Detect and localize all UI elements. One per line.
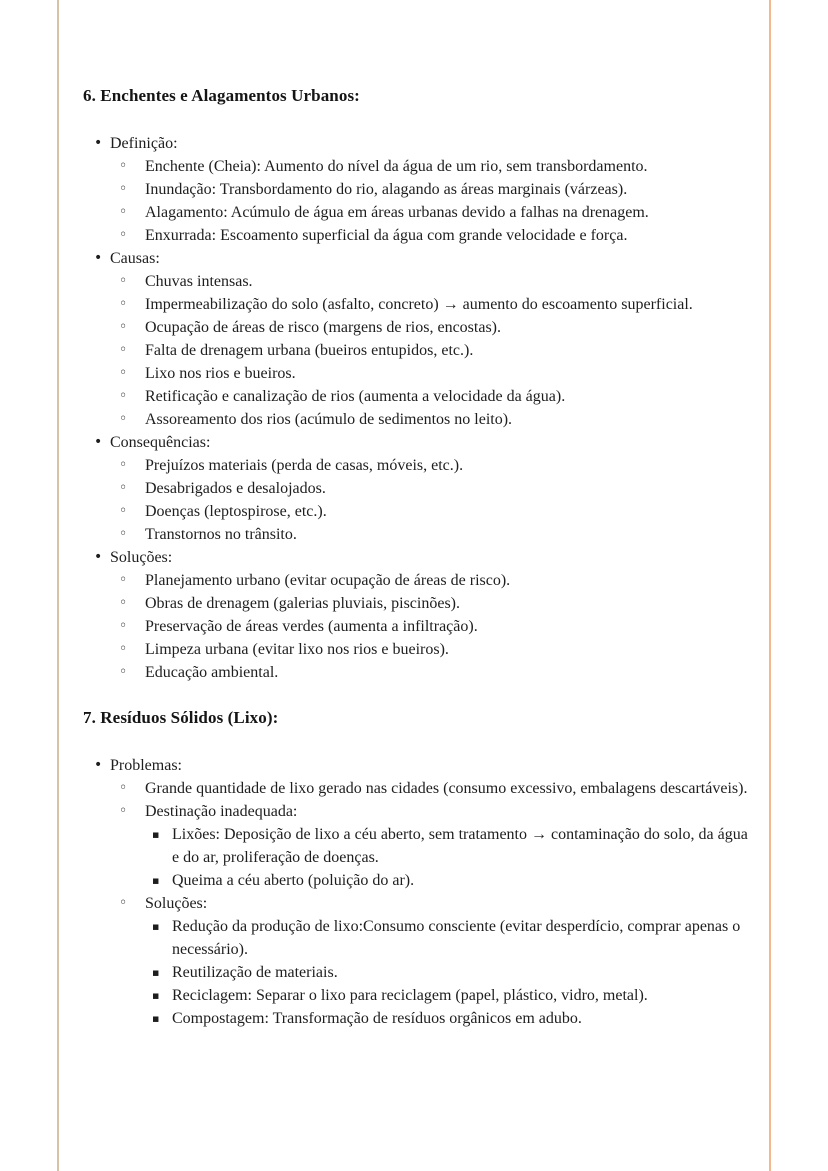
sub-sub-list (145, 915, 757, 1030)
list-item (110, 892, 757, 1030)
list-item: ▪ Redução da produção de lixo:Consumo consciente (evitar desperdício, comprar apenas o necessário). (145, 915, 757, 961)
list-group-label: Soluções: (110, 549, 173, 566)
list-item: ◦ Grande quantidade de lixo gerado nas cidades (consumo excessivo, embalagens descartáveis). (110, 777, 757, 800)
bullet-list (83, 754, 757, 1030)
sub-list (110, 270, 757, 431)
list-item: ◦ Retificação e canalização de rios (aumenta a velocidade da água). (110, 385, 757, 408)
sub-sub-list (145, 823, 757, 892)
list-item: ▪ Lixões: Deposição de lixo a céu aberto, sem tratamento → contaminação do solo, da água e do ar, proliferação de doenças. (145, 823, 757, 869)
list-item (110, 800, 757, 892)
list-item: ◦ Alagamento: Acúmulo de água em áreas urbanas devido a falhas na drenagem. (110, 201, 757, 224)
list-group-label: Destinação inadequada: (145, 803, 298, 820)
list-item: ◦ Ocupação de áreas de risco (margens de rios, encostas). (110, 316, 757, 339)
left-margin-rule (57, 0, 59, 1171)
list-item: ◦ Preservação de áreas verdes (aumenta a infiltração). (110, 615, 757, 638)
list-item: ◦ Inundação: Transbordamento do rio, alagando as áreas marginais (várzeas). (110, 178, 757, 201)
list-item: ◦ Enchente (Cheia): Aumento do nível da água de um rio, sem transbordamento. (110, 155, 757, 178)
list-group-label: Causas: (110, 250, 160, 267)
list-group-label: Soluções: (145, 895, 208, 912)
list-item: ◦ Prejuízos materiais (perda de casas, móveis, etc.). (110, 454, 757, 477)
bullet-list (83, 132, 757, 684)
list-item (83, 546, 757, 684)
list-item: ▪ Queima a céu aberto (poluição do ar). (145, 869, 757, 892)
list-item: ▪ Reutilização de materiais. (145, 961, 757, 984)
list-item (83, 247, 757, 431)
list-group-label: Consequências: (110, 434, 211, 451)
sub-list (110, 155, 757, 247)
list-item: ◦ Assoreamento dos rios (acúmulo de sedimentos no leito). (110, 408, 757, 431)
section-solid-waste (83, 706, 757, 1030)
list-item: ▪ Compostagem: Transformação de resíduos orgânicos em adubo. (145, 1007, 757, 1030)
list-item: ◦ Chuvas intensas. (110, 270, 757, 293)
list-item: ◦ Impermeabilização do solo (asfalto, concreto) → aumento do escoamento superficial. (110, 293, 757, 316)
list-group-label: Definição: (110, 135, 178, 152)
list-item: ◦ Doenças (leptospirose, etc.). (110, 500, 757, 523)
list-item (83, 754, 757, 1030)
list-item: ◦ Transtornos no trânsito. (110, 523, 757, 546)
list-item: ▪ Reciclagem: Separar o lixo para reciclagem (papel, plástico, vidro, metal). (145, 984, 757, 1007)
section-heading: 6. Enchentes e Alagamentos Urbanos: (83, 86, 360, 105)
list-item: ◦ Falta de drenagem urbana (bueiros entupidos, etc.). (110, 339, 757, 362)
list-item: ◦ Obras de drenagem (galerias pluviais, piscinões). (110, 592, 757, 615)
section-heading: 7. Resíduos Sólidos (Lixo): (83, 708, 279, 727)
list-item (83, 431, 757, 546)
list-group-label: Problemas: (110, 757, 182, 774)
list-item: ◦ Enxurrada: Escoamento superficial da água com grande velocidade e força. (110, 224, 757, 247)
section-floods (83, 84, 757, 684)
list-item: ◦ Limpeza urbana (evitar lixo nos rios e bueiros). (110, 638, 757, 661)
list-item: ◦ Desabrigados e desalojados. (110, 477, 757, 500)
sub-list (110, 569, 757, 684)
sub-list (110, 777, 757, 1030)
sub-list (110, 454, 757, 546)
document-content (83, 84, 757, 1030)
list-item: ◦ Educação ambiental. (110, 661, 757, 684)
list-item: ◦ Planejamento urbano (evitar ocupação de áreas de risco). (110, 569, 757, 592)
list-item (83, 132, 757, 247)
right-margin-rule (769, 0, 771, 1171)
list-item: ◦ Lixo nos rios e bueiros. (110, 362, 757, 385)
